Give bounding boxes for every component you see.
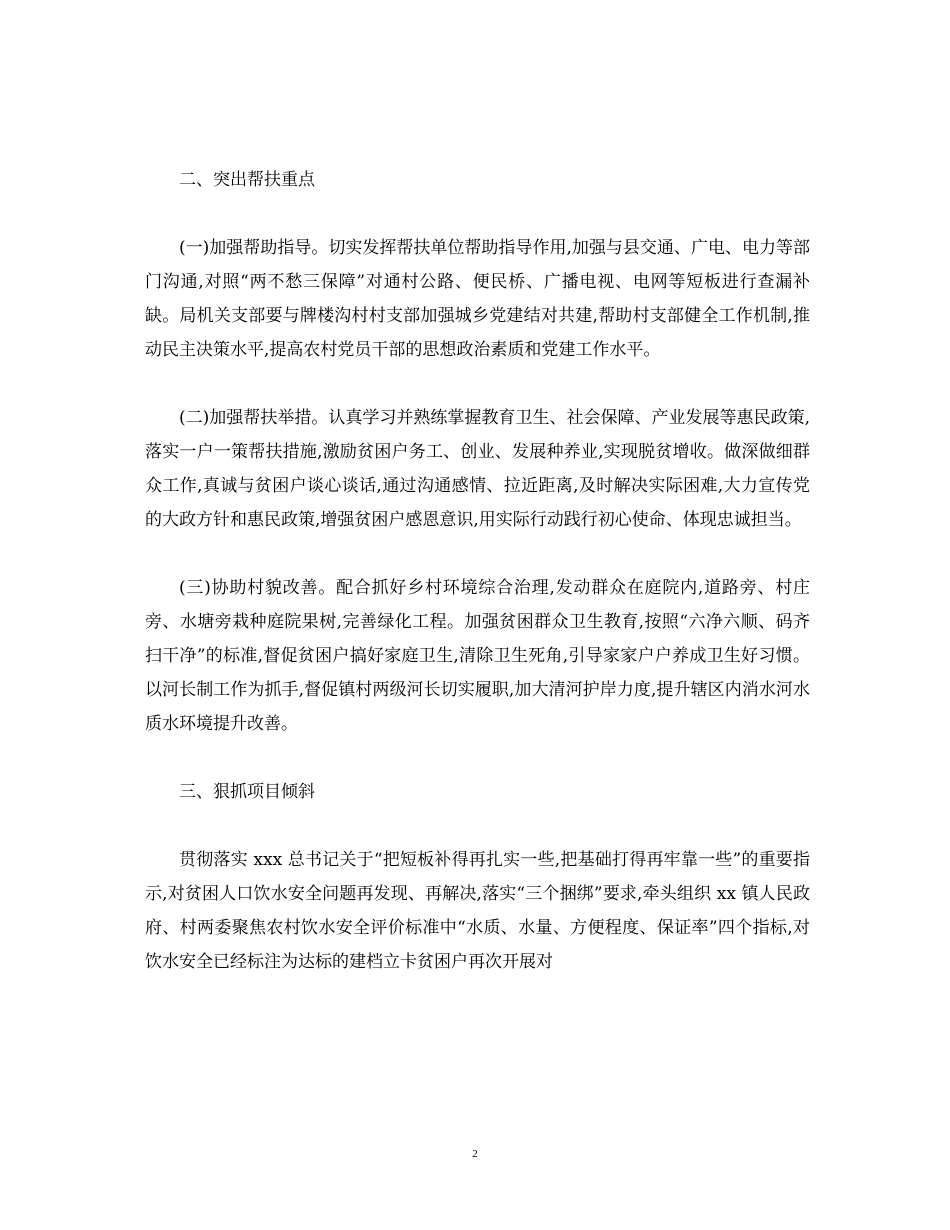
paragraph-project-tilt: 贯彻落实 xxx 总书记关于“把短板补得再扎实一些,把基础打得再牢靠一些”的重要指示,对贫困人口饮水安全问题再发现、再解决,落实“三个捆绑”要求,牵头组织 xx 镇人民政府、村两委聚焦农村饮水安全评价标准中“水质、水量、方便程度、保证率”四个指标,对饮水安全已经标注为达标的建档立卡贫困户再次开展对 [145,850,810,972]
paragraph-village-improvement: (三)协助村貌改善。配合抓好乡村环境综合治理,发动群众在庭院内,道路旁、村庄旁、水塘旁栽种庭院果树,完善绿化工程。加强贫困群众卫生教育,按照“六净六顺、码齐扫干净”的标准,督促贫困户搞好家庭卫生,清除卫生死角,引导家家户户养成卫生好习惯。以河长制工作为抓手,督促镇村两级河长切实履职,加大清河护岸力度,提升辖区内消水河水质水环境提升改善。 [145,578,810,734]
paragraph-strengthen-guidance: (一)加强帮助指导。切实发挥帮扶单位帮助指导作用,加强与县交通、广电、电力等部门沟通,对照“两不愁三保障”对通村公路、便民桥、广播电视、电网等短板进行查漏补缺。局机关支部要与牌楼沟村村支部加强城乡党建结对共建,帮助村支部健全工作机制,推动民主决策水平,提高农村党员干部的思想政治素质和党建工作水平。 [145,238,810,360]
section-heading-3: 三、狠抓项目倾斜 [179,782,315,802]
page-number: 2 [472,1148,478,1160]
paragraph-strengthen-measures: (二)加强帮扶举措。认真学习并熟练掌握教育卫生、社会保障、产业发展等惠民政策,落实一户一策帮扶措施,激励贫困户务工、创业、发展种养业,实现脱贫增收。做深做细群众工作,真诚与贫困户谈心谈话,通过沟通感情、拉近距离,及时解决实际困难,大力宣传党的大政方针和惠民政策,增强贫困户感恩意识,用实际行动践行初心使命、体现忠诚担当。 [145,408,810,530]
document-body [145,163,810,1013]
section-heading-2: 二、突出帮扶重点 [179,170,315,190]
